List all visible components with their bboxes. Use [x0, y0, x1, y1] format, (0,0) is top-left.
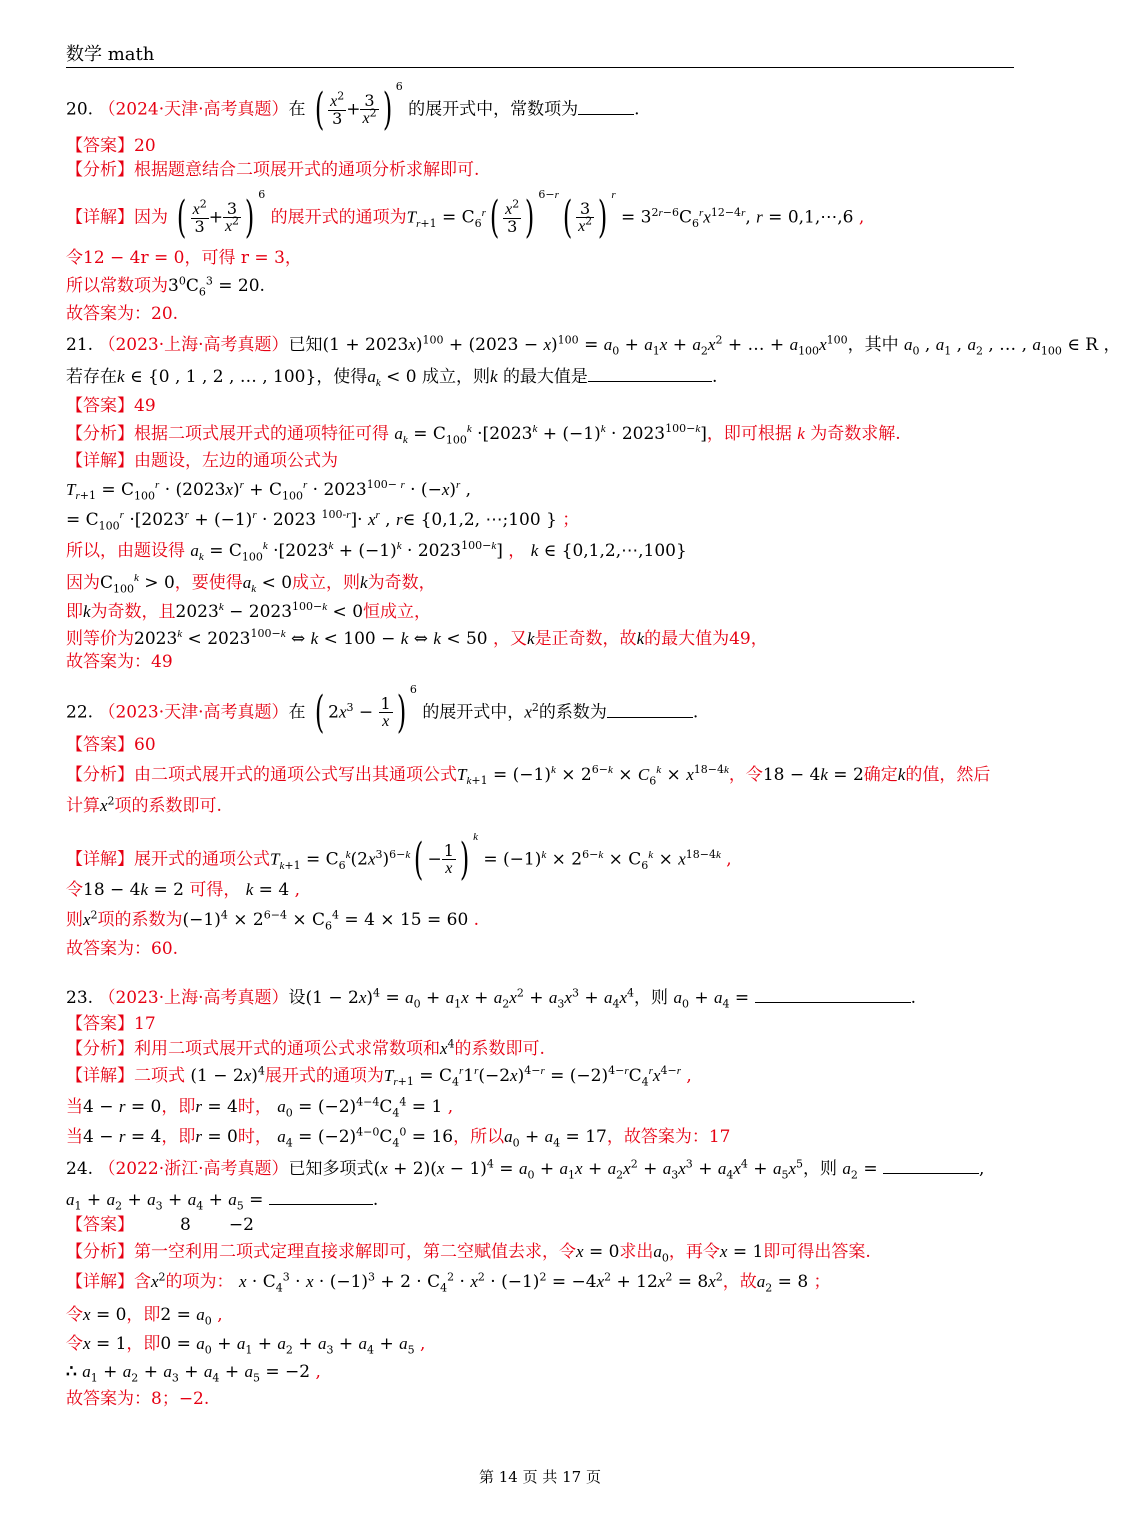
q20-step1: 令12 − 4r = 0，可得 r = 3，	[66, 248, 302, 268]
q21-step-equiv: 则等价为$2023^k < 2023^{100-k}$ ⇔ k < 100 − k ⇔ k < 50 ，又k是正奇数，故k的最大值为49，	[66, 627, 768, 649]
q23-step1: 当4 − r = 0，即r = 4时， $a_0 = (-2)^{4-4}C_4^4 = 1$ ,	[66, 1095, 454, 1120]
q24-stem-line2: $a_1 + a_2 + a_3 + a_4 + a_5$ = .	[66, 1190, 379, 1213]
q24-answer: 【答案】 8 −2	[66, 1215, 254, 1235]
q20-final: 故答案为：20.	[66, 304, 179, 324]
q20-answer: 【答案】20	[66, 136, 156, 156]
q20-stem: 20. （2024·天津·高考真题）在 ( $\frac{x^2}{3}$ + $\frac{3}{x^2}$ ) $^6$ 的展开式中，常数项为 .	[66, 79, 640, 135]
q21-step-ineq: 即k为奇数，且$2023^k - 2023^{100-k} < 0$恒成立，	[66, 600, 432, 622]
q23-stem: 23. （2023·上海·高考真题）设$(1 - 2x)^4 = a_0 + a_1x + a_2x^2 + a_3x^3 + a_4x^4$，则 $a_0 + a_4$ = .	[66, 986, 916, 1011]
q22-final: 故答案为：60.	[66, 939, 179, 959]
q21-formula1: $T_{r+1} = C_{100}^r \cdot (2023x)^r + C_{100}^r \cdot 2023^{100- r} \cdot (-x)^r$ ,	[66, 478, 472, 503]
q22-stem: 22. （2023·天津·高考真题）在 ( $2x^3$ − $\frac{1}{x}$ ) $^6$ 的展开式中，$x^2$的系数为 .	[66, 682, 699, 738]
q21-formula2: = $C_{100}^r \cdot[2023^r + (-1)^r \cdot 2023$ $^{100-r}]\cdot x^r$ , r∈ {0,1,2, ⋯;100 } ；	[66, 508, 580, 533]
q23-step2: 当4 − r = 4，即r = 0时， $a_4 = (-2)^{4-0}C_4^0 = 16$，所以$a_0 + a_4 = 17$，故答案为：17	[66, 1125, 731, 1150]
q24-detail: 【详解】含$x^2$的项为： $x \cdot C_4^3 \cdot x \cdot (-1)^3 + 2 \cdot C_4^2 \cdot x^2 \cdot (-1)^2 = -4x^2 + 12x^2 = 8x^2$，故$a_2 = 8$ ；	[66, 1270, 831, 1295]
q24-analysis: 【分析】第一空利用二项式定理直接求解即可，第二空赋值去求，令x = 0求出$a_0$，再令x = 1即可得出答案.	[66, 1242, 871, 1265]
q22-analysis-line1: 【分析】由二项式展开式的通项公式写出其通项公式$T_{k+1} = (-1)^k \times 2^{6-k} \times C_6^k \times x^{18-4k}$，令18 − 4k = 2确定k的值，然后	[66, 763, 991, 788]
q24-step1: 令x = 0，即$2 = a_0$ ,	[66, 1305, 223, 1328]
q23-answer: 【答案】17	[66, 1014, 156, 1034]
q22-step2: 则$x^2$项的系数为$(-1)^4 \times 2^{6-4} \times C_6^4 = 4 \times 15 = 60$ .	[66, 908, 480, 933]
q22-answer: 【答案】60	[66, 735, 156, 755]
q21-answer: 【答案】49	[66, 396, 156, 416]
q21-step-odd: 因为$C_{100}^k > 0$，要使得$a_k < 0$成立，则k为奇数，	[66, 572, 436, 596]
q24-final: 故答案为：8；−2.	[66, 1389, 210, 1409]
q24-step3: ∴ $a_1 + a_2 + a_3 + a_4 + a_5 = -2$ ,	[66, 1362, 321, 1385]
q23-detail: 【详解】二项式 $(1 - 2x)^4$展开式的通项为$T_{r+1} = C_4^r1^r(-2x)^{4-r} = (-2)^{4-r}C_4^rx^{4-r}$ ,	[66, 1064, 692, 1089]
q23-analysis: 【分析】利用二项式展开式的通项公式求常数项和$x^4$的系数即可.	[66, 1037, 545, 1059]
q20-step2: 所以常数项为$3^0C_6^3 = 20$.	[66, 274, 265, 299]
q22-step1: 令18 − 4k = 2 可得， k = 4 ,	[66, 880, 300, 900]
q22-detail: 【详解】展开式的通项公式$T_{k+1} = C_6^k(2x^3)^{6-k}$( − $\frac{1}{x}$ ) $^k = (-1)^k \times 2^{6-k} \times C_6^k \times x^{18-4k}$ ,	[66, 830, 732, 885]
q21-detail-intro: 【详解】由题设，左边的通项公式为	[66, 451, 338, 471]
q22-analysis-line2: 计算$x^2$项的系数即可.	[66, 794, 222, 816]
q21-analysis: 【分析】根据二项式展开式的通项特征可得 $a_k = C_{100}^k \cdot[2023^k + (-1)^k \cdot 2023^{100-k}]$，即可根据 k 为奇数求解.	[66, 422, 901, 447]
q20-analysis: 【分析】根据题意结合二项展开式的通项分析求解即可.	[66, 160, 480, 180]
page-footer: 第 14 页 共 17 页	[478, 1468, 601, 1486]
q21-final: 故答案为：49	[66, 652, 173, 672]
q24-stem-line1: 24. （2022·浙江·高考真题）已知多项式$(x + 2)(x - 1)^4 = a_0 + a_1x + a_2x^2 + a_3x^3 + a_4x^4 + a_5x^5$，则 $a_2$ = ,	[66, 1157, 985, 1182]
page-header: 数学 math	[66, 44, 155, 65]
header-rule	[66, 67, 1014, 68]
q24-step2: 令x = 1，即$0 = a_0 + a_1 + a_2 + a_3 + a_4 + a_5$ ,	[66, 1334, 426, 1357]
q21-step-ak: 所以，由题设得 $a_k = C_{100}^k \cdot[2023^k + (-1)^k \cdot 2023^{100-k}]$ ， k ∈ {0,1,2,⋯,100}	[66, 539, 687, 564]
q21-stem-line1: 21. （2023·上海·高考真题）已知$(1 + 2023x)^{100} + (2023 - x)^{100} = a_0 + a_1x + a_2x^2$ + … + $a_{100}x^{100}$，其中 $a_0$ , $a_1$ , $a_2$ , … , $a_{100}$ ∈ R ，	[66, 333, 1121, 358]
q20-detail: 【详解】因为 ( $\frac{x^2}{3}$ + $\frac{3}{x^2}$ ) $^6$ 的展开式的通项为$T_{r+1} = C_6^r$( $\frac{x^2}{3}$ ) $^{6-r}$( $\frac{3}{x^2}$ ) $^r = 3^{2r-6}C_6^rx^{12-4r}$, r = 0,1,⋯,6 ,	[66, 187, 865, 243]
q21-stem-line2: 若存在k ∈ {0 , 1 , 2 , … , 100}，使得$a_k < 0$ 成立，则k 的最大值是 .	[66, 367, 718, 390]
